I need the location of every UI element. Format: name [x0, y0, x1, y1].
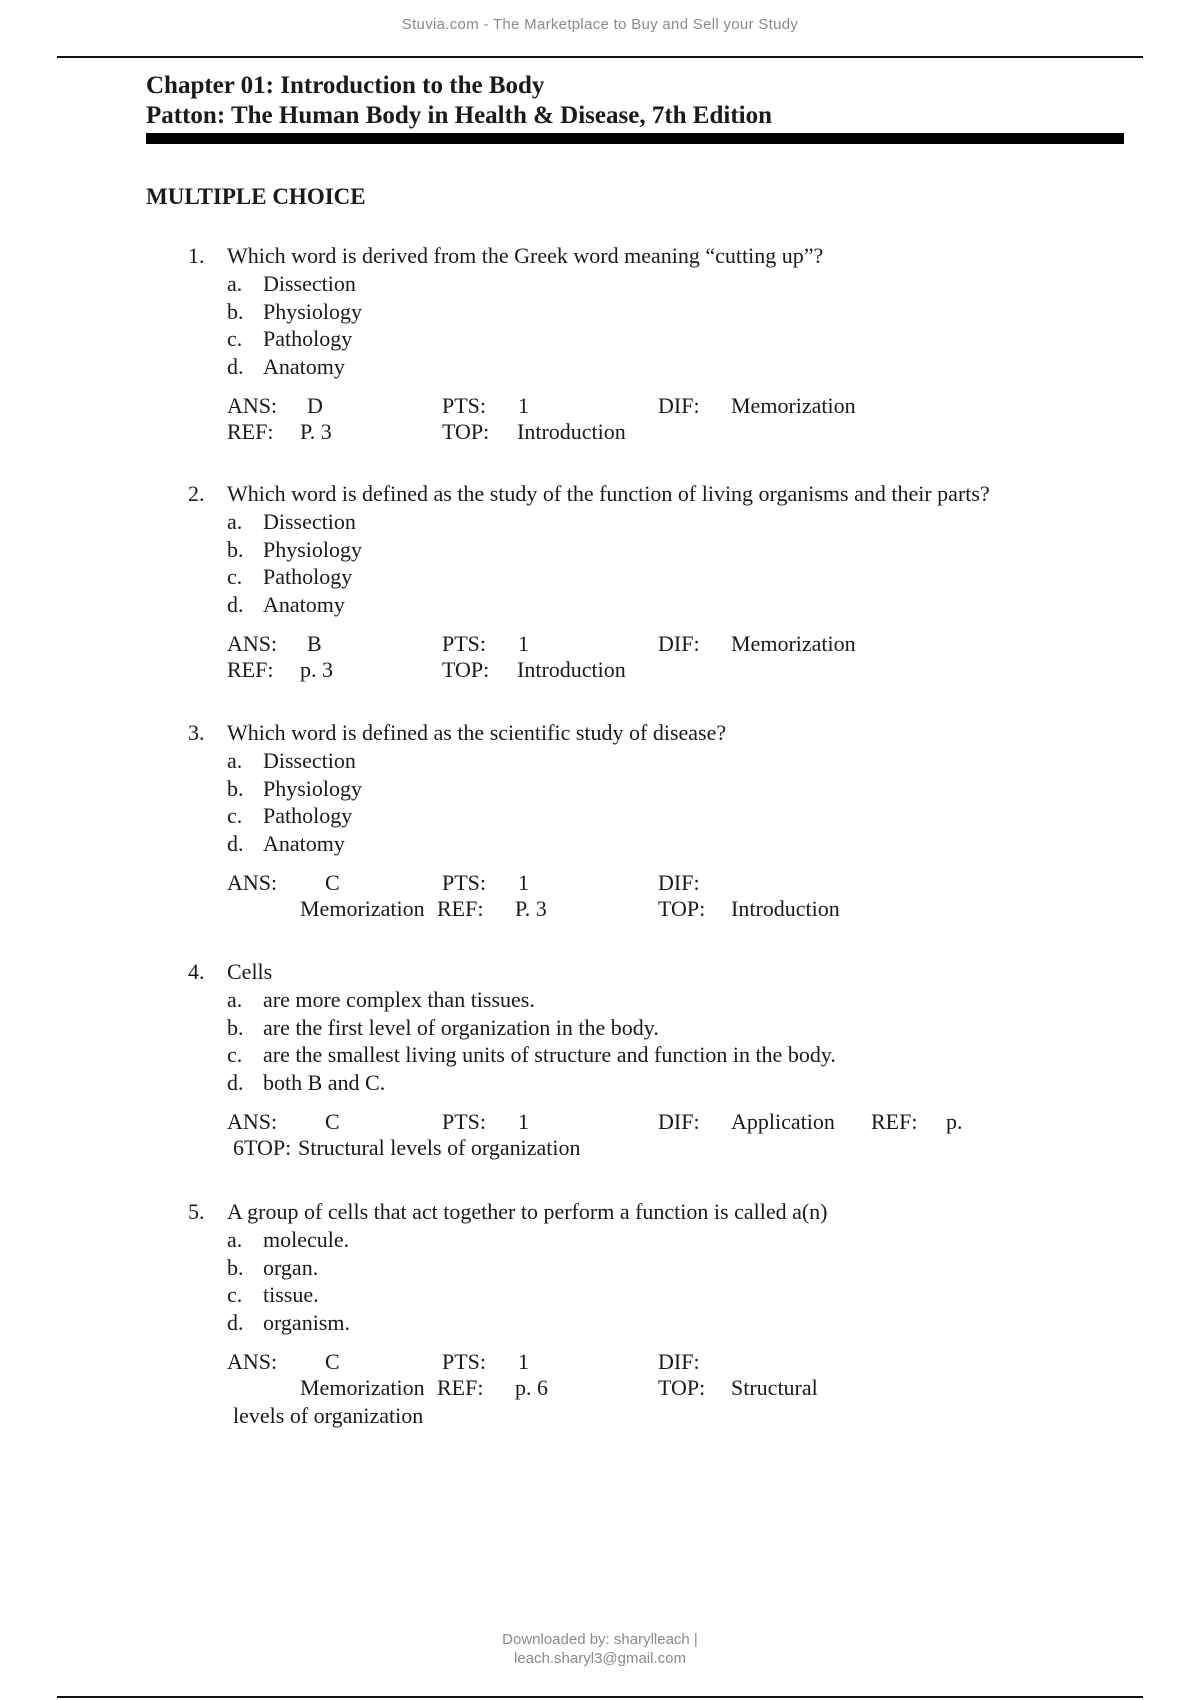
- option-text: Anatomy: [263, 830, 345, 856]
- pts-label: PTS:: [442, 1349, 487, 1374]
- option-letter: c.: [227, 1042, 243, 1067]
- option-text: organ.: [263, 1254, 319, 1280]
- ans-label: ANS:: [227, 870, 278, 895]
- ref-value: p.: [946, 1109, 963, 1134]
- pts-value: 1: [518, 1349, 529, 1374]
- option-letter: a.: [227, 987, 243, 1012]
- header-bar: [146, 133, 1124, 144]
- option-text: tissue.: [263, 1282, 319, 1307]
- options-list: [188, 747, 1138, 857]
- option-letter: b.: [227, 1014, 244, 1040]
- question-text: Cells: [227, 959, 273, 984]
- top-value: Structural levels of organization: [298, 1135, 581, 1160]
- dif-label: DIF:: [658, 393, 700, 418]
- top-label: TOP:: [442, 657, 490, 682]
- pts-label: PTS:: [442, 1109, 487, 1134]
- option-text: are the smallest living units of structure and function in the body.: [263, 1042, 836, 1067]
- ref-label: REF:: [227, 419, 274, 444]
- option-letter: b.: [227, 1254, 244, 1280]
- option-letter: a.: [227, 509, 243, 534]
- option-a: [188, 1226, 1138, 1254]
- option-c: [188, 1281, 1138, 1309]
- option-letter: c.: [227, 326, 243, 351]
- option-letter: d.: [227, 1309, 244, 1335]
- ref-label: REF:: [437, 896, 484, 921]
- options-list: [188, 986, 1138, 1096]
- option-a: [188, 270, 1138, 298]
- option-letter: a.: [227, 748, 243, 773]
- top-label: TOP:: [658, 896, 706, 921]
- answer-meta: [188, 631, 1138, 687]
- ans-label: ANS:: [227, 631, 278, 656]
- option-b: [188, 536, 1138, 564]
- option-a: [188, 747, 1138, 775]
- answer-meta: [188, 1349, 1138, 1431]
- question-number: 5.: [188, 1199, 205, 1224]
- option-text: Anatomy: [263, 353, 345, 379]
- dif-value: Memorization: [731, 631, 856, 656]
- top-value: Introduction: [517, 657, 626, 682]
- ref-label: REF:: [227, 657, 274, 682]
- option-b: [188, 1254, 1138, 1282]
- option-letter: b.: [227, 536, 244, 562]
- question-number: 4.: [188, 959, 205, 984]
- option-text: Pathology: [263, 803, 353, 828]
- ans-value: C: [325, 1349, 340, 1374]
- question-text: Which word is derived from the Greek word meaning “cutting up”?: [227, 243, 824, 268]
- book-title: Patton: The Human Body in Health & Disease, 7th Edition: [146, 102, 773, 129]
- option-text: Anatomy: [263, 591, 345, 617]
- option-d: [188, 591, 1138, 619]
- option-letter: d.: [227, 830, 244, 856]
- option-b: [188, 1014, 1138, 1042]
- ref-value: P. 3: [300, 419, 332, 444]
- option-c: [188, 563, 1138, 591]
- option-text: Physiology: [263, 775, 363, 801]
- options-list: [188, 1226, 1138, 1336]
- top-label: TOP:: [442, 419, 490, 444]
- ref-value: P. 3: [515, 896, 547, 921]
- ans-label: ANS:: [227, 1349, 278, 1374]
- question-3: [188, 719, 1138, 926]
- ref-label: REF:: [871, 1109, 918, 1134]
- ans-value: D: [307, 393, 323, 418]
- footer-email: leach.sharyl3@gmail.com: [514, 1650, 686, 1667]
- option-text: Pathology: [263, 326, 353, 351]
- pts-value: 1: [518, 393, 529, 418]
- download-footer: [0, 1630, 1200, 1668]
- option-text: organism.: [263, 1309, 350, 1335]
- pts-label: PTS:: [442, 870, 487, 895]
- question-2: [188, 480, 1138, 687]
- option-b: [188, 298, 1138, 326]
- option-text: Physiology: [263, 536, 363, 562]
- top-label: TOP:: [658, 1375, 706, 1400]
- option-d: [188, 830, 1138, 858]
- top-label: TOP:: [244, 1135, 292, 1160]
- dif-label: DIF:: [658, 631, 700, 656]
- question-number: 2.: [188, 481, 205, 506]
- pts-label: PTS:: [442, 631, 487, 656]
- option-text: molecule.: [263, 1227, 350, 1252]
- option-a: [188, 508, 1138, 536]
- ans-value: C: [325, 870, 340, 895]
- top-value-continued: levels of organization: [233, 1403, 424, 1428]
- option-text: are more complex than tissues.: [263, 987, 535, 1012]
- option-c: [188, 802, 1138, 830]
- top-divider: [57, 56, 1143, 58]
- question-4: [188, 958, 1138, 1165]
- option-letter: a.: [227, 271, 243, 296]
- option-d: [188, 1309, 1138, 1337]
- option-text: Physiology: [263, 298, 363, 324]
- dif-value: Memorization: [300, 1375, 425, 1400]
- question-text: Which word is defined as the study of the function of living organisms and their parts?: [227, 481, 990, 506]
- document-header: [146, 71, 1124, 144]
- option-letter: c.: [227, 564, 243, 589]
- pts-value: 1: [518, 631, 529, 656]
- question-number: 3.: [188, 720, 205, 745]
- option-letter: b.: [227, 775, 244, 801]
- ref-value: p. 6: [515, 1375, 548, 1400]
- answer-meta: [188, 1109, 1138, 1165]
- option-letter: d.: [227, 591, 244, 617]
- option-c: [188, 1041, 1138, 1069]
- dif-value: Memorization: [731, 393, 856, 418]
- answer-meta: [188, 870, 1138, 926]
- dif-value: Memorization: [300, 896, 425, 921]
- answer-meta: [188, 393, 1138, 449]
- dif-label: DIF:: [658, 870, 700, 895]
- question-number: 1.: [188, 243, 205, 268]
- ref-value: p. 3: [300, 657, 333, 682]
- ans-value: B: [307, 631, 322, 656]
- option-a: [188, 986, 1138, 1014]
- option-letter: a.: [227, 1227, 243, 1252]
- top-value: Introduction: [517, 419, 626, 444]
- option-d: [188, 353, 1138, 381]
- question-text: Which word is defined as the scientific study of disease?: [227, 720, 727, 745]
- dif-label: DIF:: [658, 1349, 700, 1374]
- option-letter: d.: [227, 353, 244, 379]
- question-1: [188, 242, 1138, 449]
- top-value: Structural: [731, 1375, 818, 1400]
- option-text: are the first level of organization in the body.: [263, 1014, 659, 1040]
- dif-value: Application: [731, 1109, 835, 1134]
- dif-label: DIF:: [658, 1109, 700, 1134]
- option-d: [188, 1069, 1138, 1097]
- option-text: Dissection: [263, 271, 356, 296]
- option-b: [188, 775, 1138, 803]
- option-c: [188, 325, 1138, 353]
- ans-label: ANS:: [227, 1109, 278, 1134]
- pts-value: 1: [518, 1109, 529, 1134]
- options-list: [188, 270, 1138, 380]
- ref-value-continued: 6: [233, 1135, 244, 1160]
- footer-downloaded-by: Downloaded by: sharylleach |: [502, 1631, 698, 1648]
- question-5: [188, 1198, 1138, 1431]
- option-letter: b.: [227, 298, 244, 324]
- option-letter: d.: [227, 1069, 244, 1095]
- question-text: A group of cells that act together to perform a function is called a(n): [227, 1199, 828, 1224]
- option-letter: c.: [227, 803, 243, 828]
- chapter-title: Chapter 01: Introduction to the Body: [146, 72, 545, 99]
- site-banner: Stuvia.com - The Marketplace to Buy and Sell your Study: [401, 16, 799, 33]
- option-letter: c.: [227, 1282, 243, 1307]
- option-text: Dissection: [263, 509, 356, 534]
- pts-label: PTS:: [442, 393, 487, 418]
- pts-value: 1: [518, 870, 529, 895]
- top-value: Introduction: [731, 896, 840, 921]
- bottom-divider: [57, 1696, 1143, 1698]
- option-text: both B and C.: [263, 1069, 386, 1095]
- ans-value: C: [325, 1109, 340, 1134]
- options-list: [188, 508, 1138, 618]
- option-text: Dissection: [263, 748, 356, 773]
- ref-label: REF:: [437, 1375, 484, 1400]
- section-title: MULTIPLE CHOICE: [146, 184, 366, 209]
- ans-label: ANS:: [227, 393, 278, 418]
- option-text: Pathology: [263, 564, 353, 589]
